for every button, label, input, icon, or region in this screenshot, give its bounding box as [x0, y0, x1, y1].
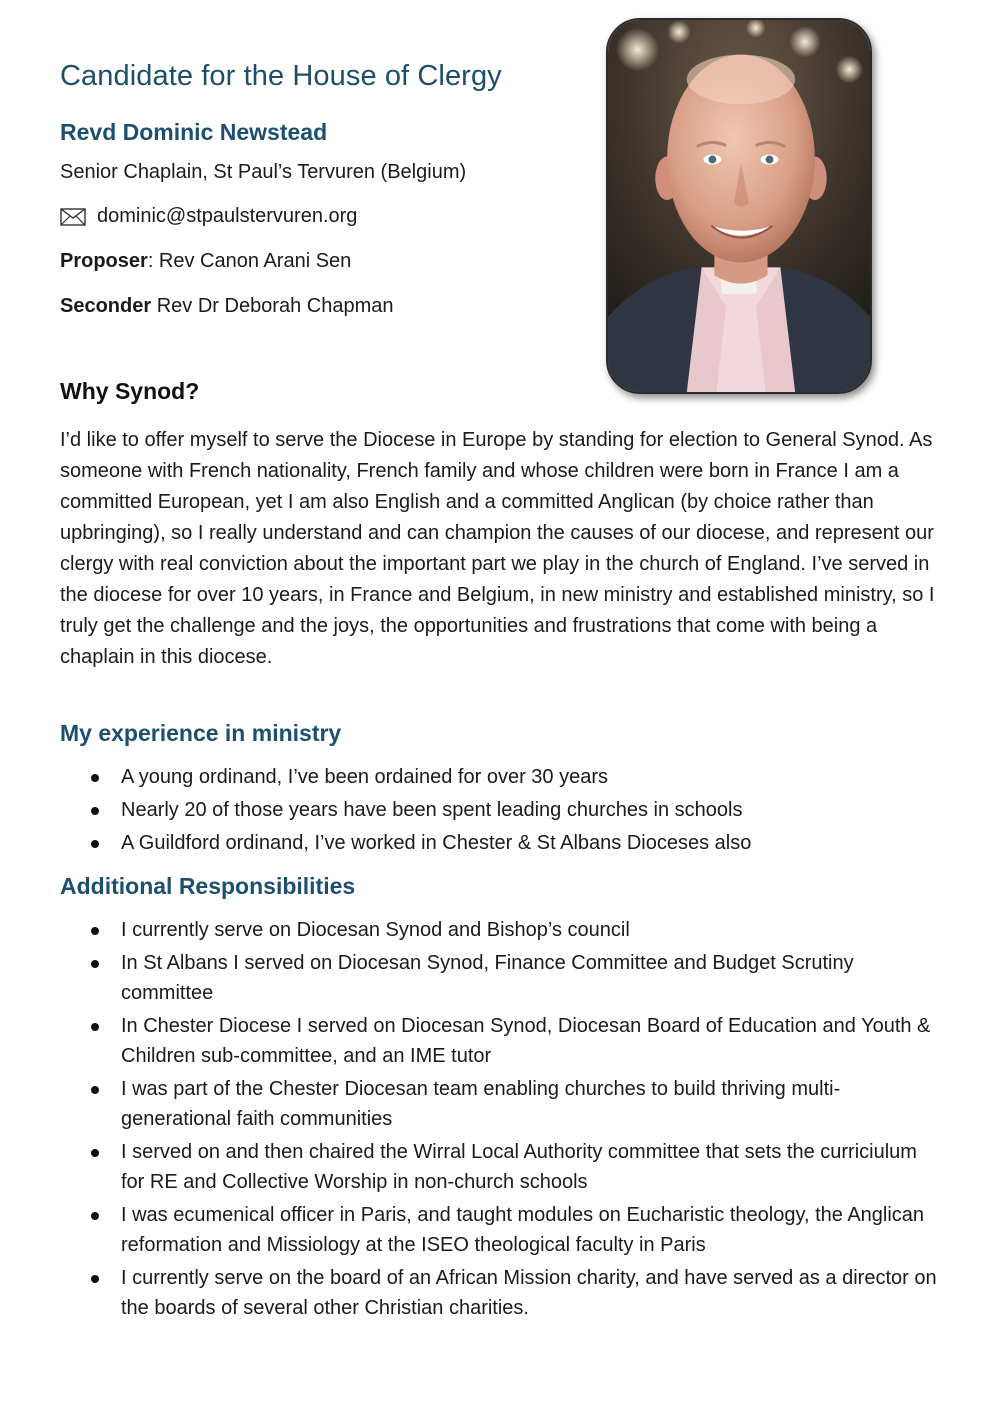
responsibilities-list — [60, 915, 940, 1326]
experience-heading: My experience in ministry — [60, 720, 342, 746]
list-item: I served on and then chaired the Wirral Local Authority committee that sets the curriciulum for RE and Collective Worship in non-church schools — [60, 1137, 940, 1197]
email-address[interactable]: dominic@stpaulstervuren.org — [97, 205, 358, 227]
why-synod-heading: Why Synod? — [60, 378, 200, 404]
list-item: Nearly 20 of those years have been spent leading churches in schools — [60, 795, 940, 825]
candidate-photo — [606, 18, 872, 394]
list-item: I currently serve on the board of an African Mission charity, and have served as a director on the boards of several other Christian charities. — [60, 1263, 940, 1323]
candidate-role: Senior Chaplain, St Paul’s Tervuren (Belgium) — [60, 161, 467, 183]
candidate-email-line — [60, 205, 357, 228]
list-item: I was part of the Chester Diocesan team enabling churches to build thriving multi-generational faith communities — [60, 1074, 940, 1134]
list-item: I was ecumenical officer in Paris, and taught modules on Eucharistic theology, the Anglican reformation and Missiology at the ISEO theological faculty in Paris — [60, 1200, 940, 1260]
page-title: Candidate for the House of Clergy — [60, 60, 502, 92]
proposer-name: Rev Canon Arani Sen — [153, 250, 352, 272]
list-item: I currently serve on Diocesan Synod and Bishop’s council — [60, 915, 940, 945]
responsibilities-heading: Additional Responsibilities — [60, 873, 356, 899]
candidate-name: Revd Dominic Newstead — [60, 119, 328, 145]
experience-list — [60, 762, 940, 861]
seconder-name: Rev Dr Deborah Chapman — [151, 295, 394, 317]
list-item: In Chester Diocese I served on Diocesan Synod, Diocesan Board of Education and Youth & Children sub-committee, and an IME tutor — [60, 1011, 940, 1071]
list-item: In St Albans I served on Diocesan Synod, Finance Committee and Budget Scrutiny committee — [60, 948, 940, 1008]
list-item: A young ordinand, I’ve been ordained for over 30 years — [60, 762, 940, 792]
proposer-label: Proposer — [60, 250, 148, 272]
envelope-icon — [60, 208, 86, 226]
list-item: A Guildford ordinand, I’ve worked in Chester & St Albans Dioceses also — [60, 828, 940, 858]
why-synod-text: I’d like to offer myself to serve the Diocese in Europe by standing for election to General Synod. As someone with French nationality, French family and whose children were born in France I am a committed European, yet I am also English and a committed Anglican (by choice rather than upbringing), so I really understand and can champion the causes of our diocese, and represent our clergy with real conviction about the important part we play in the church of England. I’ve served in the diocese for over 10 years, in France and Belgium, in new ministry and established ministry, so I truly get the challenge and the joys, the opportunities and frustrations that come with being a chaplain in this diocese. — [60, 429, 935, 668]
seconder-line — [60, 295, 394, 318]
proposer-separator: : — [147, 250, 154, 272]
seconder-label: Seconder — [60, 295, 152, 317]
proposer-line — [60, 250, 351, 273]
